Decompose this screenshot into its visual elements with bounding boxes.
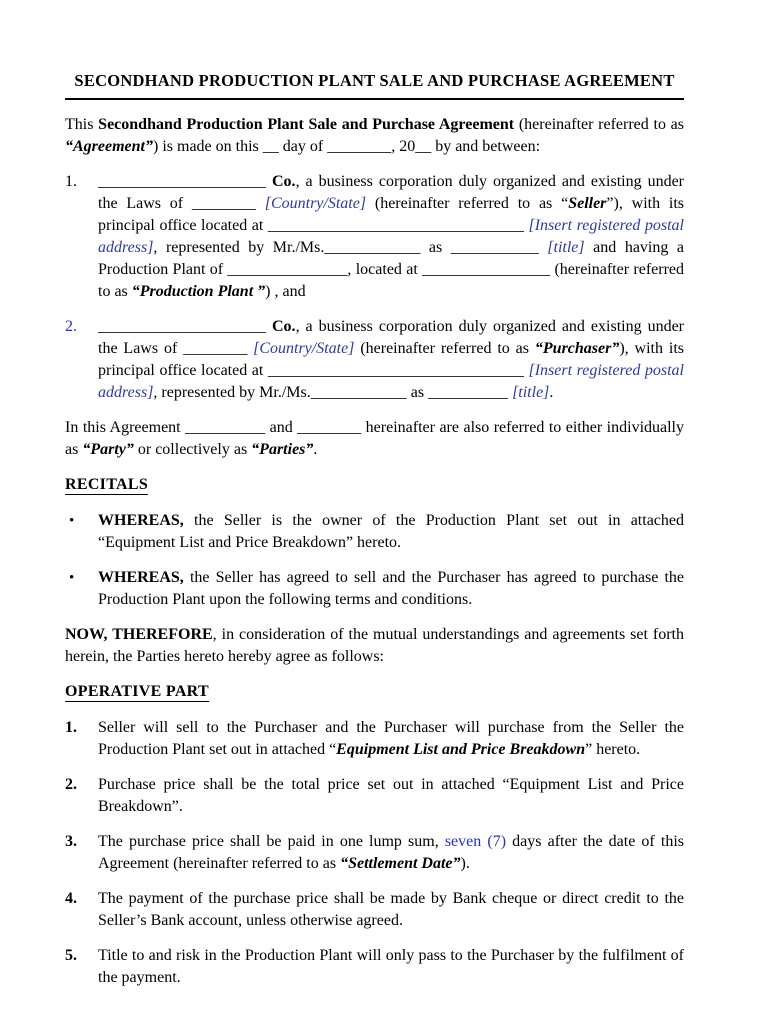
operative-item xyxy=(65,717,684,761)
operative-item-number: 5. xyxy=(65,947,77,964)
operative-item xyxy=(65,831,684,875)
operative-heading xyxy=(65,681,684,703)
recital-item xyxy=(65,567,684,611)
operative-item-text: The purchase price shall be paid in one lump sum, seven (7) days after the date of this Agreement (hereinafter referred to as “Settlement Date”). xyxy=(98,833,684,872)
operative-item-number: 2. xyxy=(65,776,77,793)
operative-item-text: Title to and risk in the Production Plant will only pass to the Purchaser by the fulfilment of the payment. xyxy=(98,947,684,986)
operative-item-number: 3. xyxy=(65,833,77,850)
bullet-icon: • xyxy=(69,570,75,586)
operative-item-number: 4. xyxy=(65,890,77,907)
operative-heading-text: OPERATIVE PART xyxy=(65,683,209,700)
intro-paragraph: This Secondhand Production Plant Sale and Purchase Agreement (hereinafter referred to as “Agreement”) is made on this __ day of ________, 20__ by and between: xyxy=(65,116,685,155)
party-item xyxy=(65,316,684,404)
recital-text: WHEREAS, the Seller is the owner of the Production Plant set out in attached “Equipment List and Price Breakdown” hereto. xyxy=(98,512,684,551)
party-number: 2. xyxy=(65,318,77,335)
operative-item xyxy=(65,774,684,818)
now-therefore-paragraph: NOW, THEREFORE, in consideration of the mutual understandings and agreements set forth herein, the Parties hereto hereby agree as follows: xyxy=(65,626,685,665)
party-reference-paragraph: In this Agreement __________ and ________ hereinafter are also referred to either individually as “Party” or collectively as “Parties”. xyxy=(65,419,684,458)
recital-text: WHEREAS, the Seller has agreed to sell and the Purchaser has agreed to purchase the Production Plant upon the following terms and conditions. xyxy=(98,569,684,608)
operative-item-number: 1. xyxy=(65,719,77,736)
operative-item xyxy=(65,945,684,989)
party-item xyxy=(65,171,684,303)
document-title: SECONDHAND PRODUCTION PLANT SALE AND PURCHASE AGREEMENT xyxy=(65,70,684,100)
party-text: _____________________ Co., a business corporation duly organized and existing under the Laws of ________ [Country/State] (hereinafter referred to as “Seller”), with its principal office located at ________________________________ [Insert registered postal address], represented by Mr./Ms.____________ as ___________ [title] and having a Production Plant of _______________, located at ________________ (hereinafter referred to as “Production Plant ”) , and xyxy=(98,173,685,300)
operative-item-text: Purchase price shall be the total price set out in attached “Equipment List and Price Breakdown”. xyxy=(98,776,684,815)
recitals-heading-text: RECITALS xyxy=(65,476,149,493)
operative-item-text: Seller will sell to the Purchaser and the Purchaser will purchase from the Seller the Production Plant set out in attached “Equipment List and Price Breakdown” hereto. xyxy=(98,719,684,758)
party-number: 1. xyxy=(65,173,77,190)
bullet-icon: • xyxy=(69,513,75,529)
recital-item xyxy=(65,510,684,554)
recitals-heading xyxy=(65,474,684,496)
party-text: _____________________ Co., a business corporation duly organized and existing under the Laws of ________ [Country/State] (hereinafter referred to as “Purchaser”), with its principal office located at ________________________________ [Insert registered postal address], represented by Mr./Ms.____________ as __________ [title]. xyxy=(98,318,685,401)
operative-item xyxy=(65,888,684,932)
operative-item-text: The payment of the purchase price shall be made by Bank cheque or direct credit to the Seller’s Bank account, unless otherwise agreed. xyxy=(98,890,684,929)
